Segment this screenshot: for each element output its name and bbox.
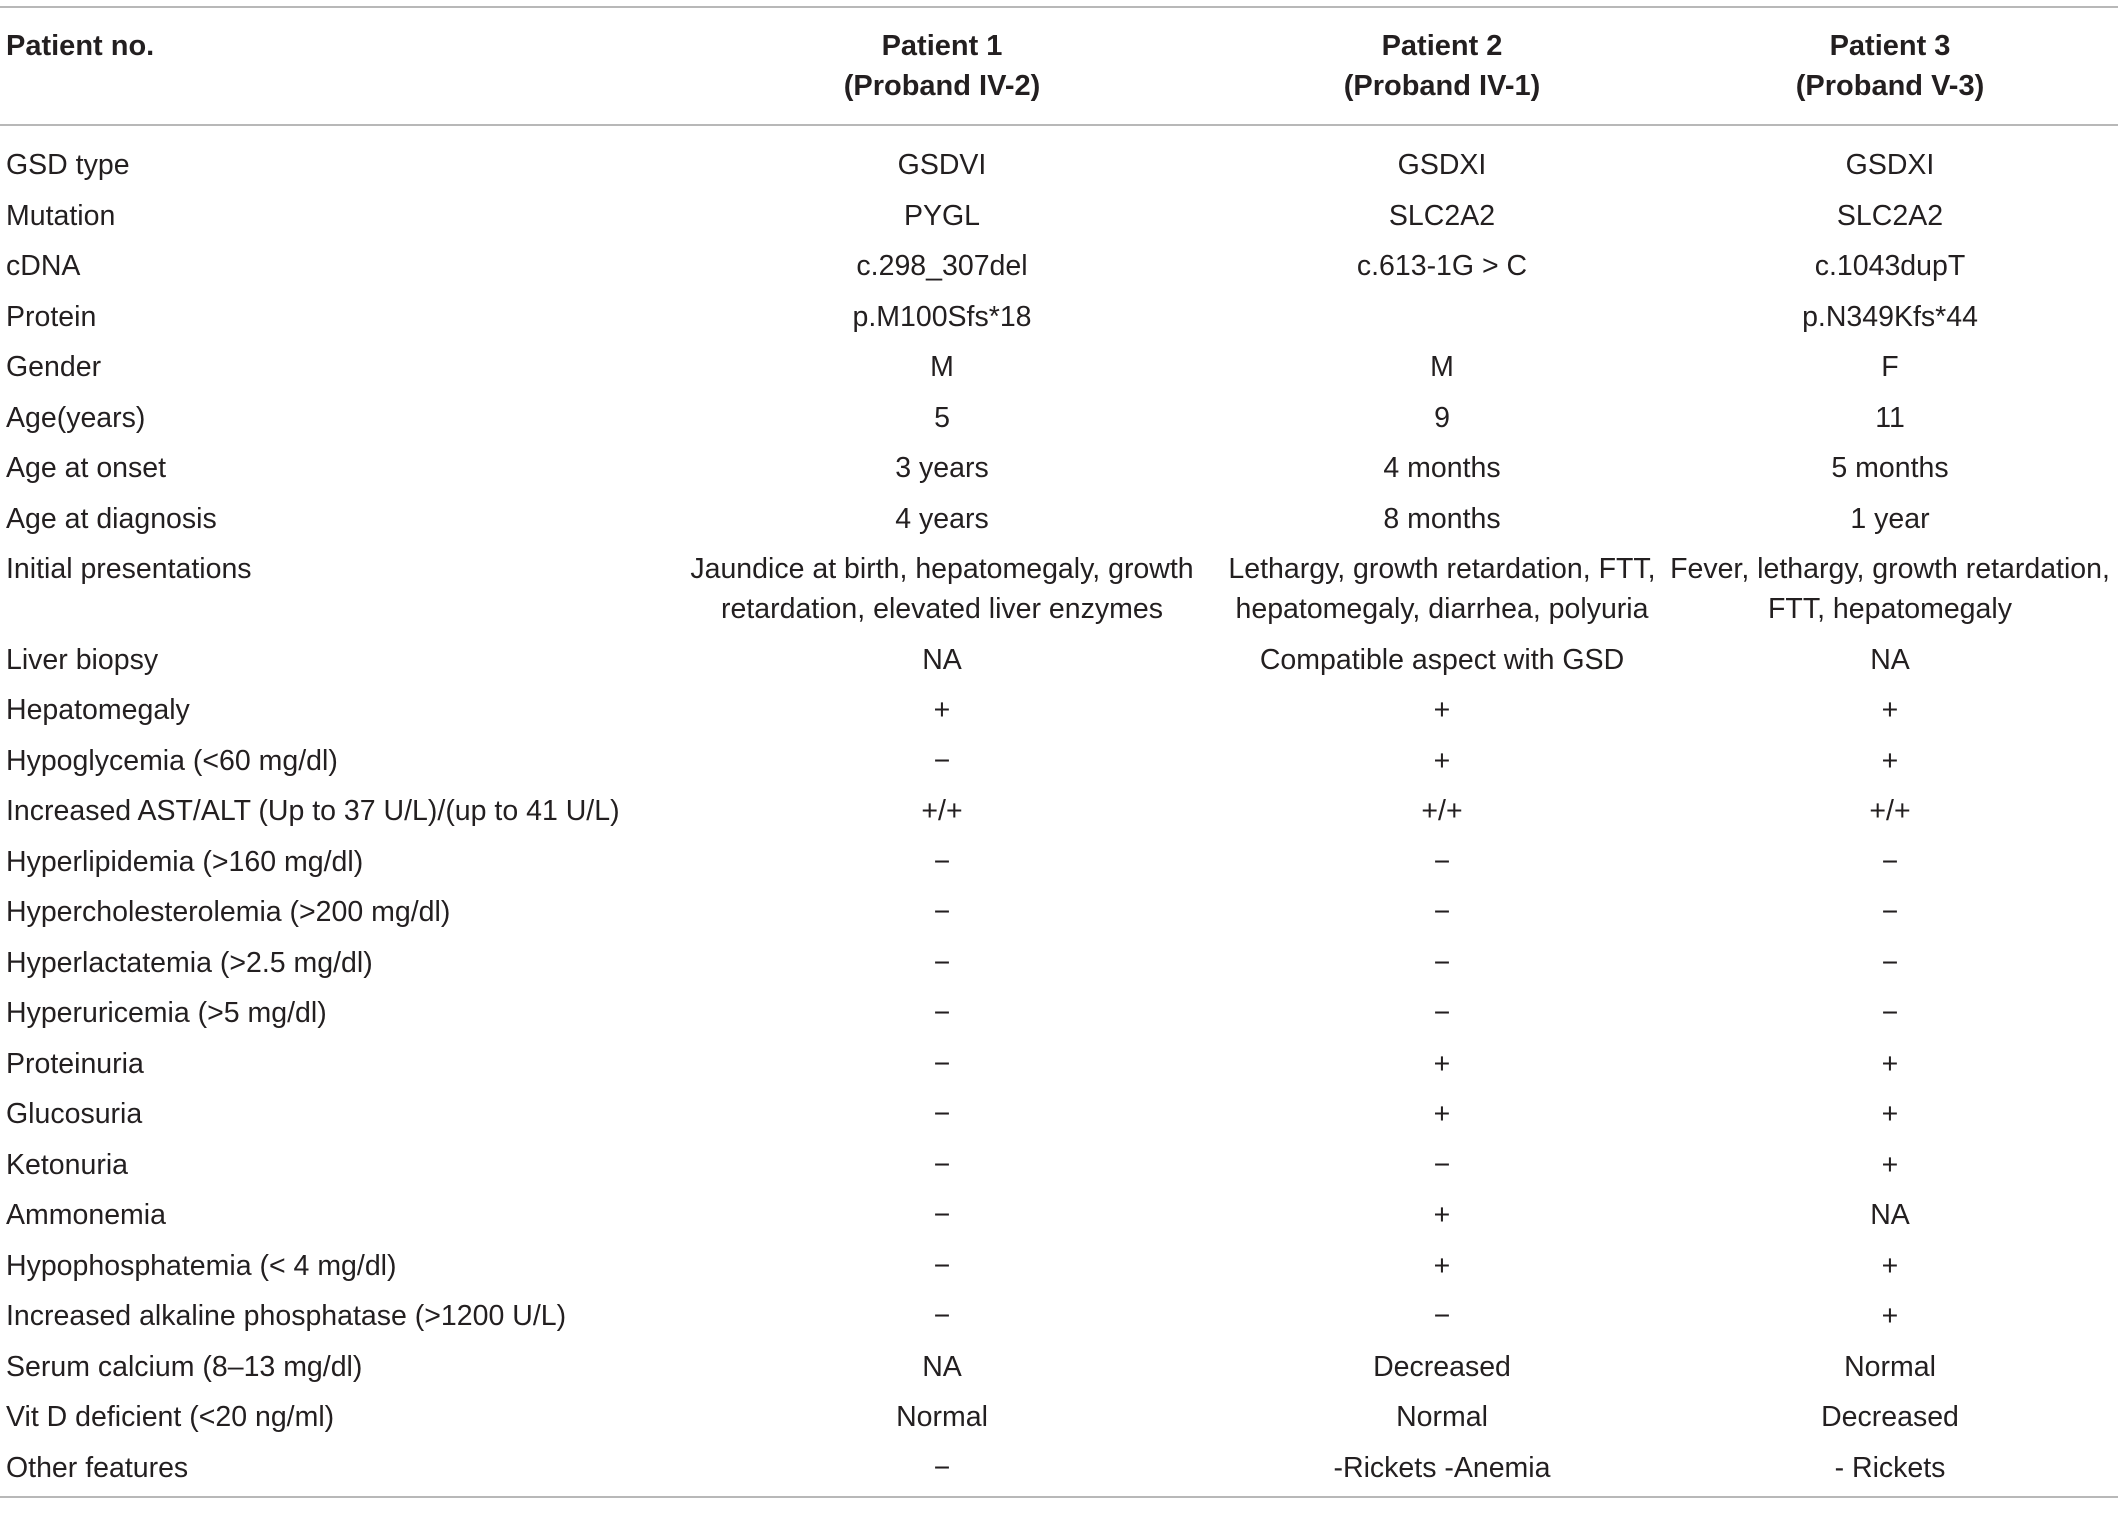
row-label: Age at diagnosis: [6, 502, 217, 535]
cell-p3: 11: [1875, 401, 1905, 434]
cell-p3: +: [1881, 1249, 1899, 1282]
row-label: Protein: [6, 300, 97, 333]
cell-p2: 9: [1434, 401, 1450, 434]
table-row: [0, 1445, 2118, 1497]
table-row: [0, 990, 2118, 1041]
header-line2: (Proband IV-2): [843, 70, 1041, 102]
row-label: Mutation: [6, 199, 116, 232]
table-row: [0, 294, 2118, 345]
row-label: cDNA: [6, 250, 81, 282]
cell-p1: 3 years: [895, 452, 989, 484]
cell-p2: +: [1433, 1047, 1451, 1080]
table-row: [0, 445, 2118, 496]
cell-p3: 5 months: [1831, 452, 1949, 484]
header-line2: (Proband IV-1): [1343, 70, 1541, 102]
table-row: [0, 637, 2118, 688]
row-label: Other features: [6, 1451, 189, 1484]
cell-p3: Decreased: [1821, 1401, 1959, 1433]
cell-p3: 1 year: [1850, 502, 1930, 535]
header-line2: (Proband V-3): [1795, 70, 1985, 102]
cell-p2: Normal: [1396, 1401, 1488, 1433]
table-row: [0, 1192, 2118, 1243]
cell-p2: −: [1433, 896, 1451, 928]
cell-p3: −: [1881, 946, 1899, 979]
cell-p1: p.M100Sfs*18: [852, 300, 1032, 333]
row-label: Initial presentations: [6, 553, 252, 585]
cell-p2: 8 months: [1383, 502, 1501, 535]
cell-p2: SLC2A2: [1388, 199, 1496, 232]
row-label: Hepatomegaly: [6, 694, 190, 726]
row-label: Age at onset: [6, 452, 167, 484]
header-patient-3: [1662, 7, 2118, 125]
table-header: [0, 7, 2118, 125]
table-row: [0, 1243, 2118, 1294]
cell-p3: +: [1881, 744, 1899, 777]
cell-p1: +: [933, 694, 951, 726]
header-row: [0, 7, 2118, 125]
cell-p2: +: [1433, 1098, 1451, 1130]
cell-p2: Decreased: [1373, 1350, 1511, 1383]
row-label: Ketonuria: [6, 1148, 129, 1181]
cell-p1: M: [930, 351, 954, 383]
cell-p1: PYGL: [903, 199, 981, 232]
cell-p2: −: [1433, 997, 1451, 1029]
header-line1: Patient 3: [1829, 30, 1951, 62]
table-row: [0, 1041, 2118, 1092]
cell-p3: +/+: [1869, 795, 1911, 827]
table-row: [0, 1091, 2118, 1142]
cell-p1: −: [933, 1300, 951, 1332]
table-row: [0, 193, 2118, 244]
cell-p1: −: [933, 1148, 951, 1181]
cell-p2: GSDXI: [1397, 149, 1487, 181]
cell-p3: NA: [1870, 1199, 1910, 1231]
table-row: [0, 1293, 2118, 1344]
header-patient-2: [1222, 7, 1662, 125]
row-label: Liver biopsy: [6, 643, 159, 676]
cell-p2: M: [1430, 351, 1454, 383]
cell-p1: +/+: [921, 795, 963, 827]
cell-p3: +: [1881, 1098, 1899, 1130]
row-label: Hyperuricemia (>5 mg/dl): [6, 997, 327, 1029]
table-row: [0, 839, 2118, 890]
table-row: [0, 1142, 2118, 1193]
row-label: Hypoglycemia (<60 mg/dl): [6, 744, 338, 777]
cell-p1: 5: [934, 401, 950, 434]
cell-p1: −: [933, 997, 951, 1029]
cell-p2: [1222, 294, 1662, 345]
cell-p1: NA: [922, 1350, 962, 1383]
row-label: Age(years): [6, 401, 146, 434]
row-label: Ammonemia: [6, 1199, 166, 1231]
cell-p1: Normal: [896, 1401, 988, 1433]
table-row: [0, 125, 2118, 193]
table-row: [0, 788, 2118, 839]
cell-p2: −: [1433, 845, 1451, 878]
header-line1: Patient 2: [1381, 30, 1503, 62]
cell-p3: Normal: [1844, 1350, 1936, 1383]
cell-p3: SLC2A2: [1836, 199, 1944, 232]
cell-p1: GSDVI: [897, 149, 987, 181]
cell-p3: +: [1881, 1047, 1899, 1080]
table-row: [0, 546, 2118, 637]
table-row: [0, 344, 2118, 395]
cell-p2: +: [1433, 1199, 1451, 1231]
cell-p2: −: [1433, 1300, 1451, 1332]
cell-p1: −: [933, 1047, 951, 1080]
cell-p1: 4 years: [895, 502, 989, 535]
header-patient-1: [662, 7, 1222, 125]
cell-p1: −: [933, 896, 951, 928]
row-label: Increased AST/ALT (Up to 37 U/L)/(up to 41 U/L): [6, 795, 620, 827]
cell-p3: −: [1881, 845, 1899, 878]
cell-p1: Jaundice at birth, hepatomegaly, growth retardation, elevated liver enzymes: [690, 553, 1194, 625]
row-label: Hypercholesterolemia (>200 mg/dl): [6, 896, 451, 928]
cell-p2: Compatible aspect with GSD: [1259, 643, 1625, 676]
cell-p2: −: [1433, 1148, 1451, 1181]
cell-p3: +: [1881, 1148, 1899, 1181]
table-row: [0, 940, 2118, 991]
cell-p1: −: [933, 1451, 951, 1484]
table-row: [0, 1394, 2118, 1445]
cell-p1: −: [933, 845, 951, 878]
cell-p3: p.N349Kfs*44: [1802, 300, 1978, 333]
cell-p1: −: [933, 1249, 951, 1282]
table-row: [0, 687, 2118, 738]
table-body: [0, 125, 2118, 1497]
cell-p1: −: [933, 744, 951, 777]
cell-p3: −: [1881, 997, 1899, 1029]
table-row: [0, 395, 2118, 446]
cell-p2: Lethargy, growth retardation, FTT, hepatomegaly, diarrhea, polyuria: [1228, 553, 1656, 625]
cell-p2: -Rickets -Anemia: [1333, 1451, 1551, 1484]
table-row: [0, 889, 2118, 940]
cell-p2: +: [1433, 744, 1451, 777]
row-label: Serum calcium (8–13 mg/dl): [6, 1350, 363, 1383]
patient-table: [0, 6, 2118, 1498]
row-label: Gender: [6, 351, 102, 383]
cell-p3: c.1043dupT: [1814, 250, 1966, 282]
cell-p3: F: [1881, 351, 1899, 383]
table-row: [0, 1344, 2118, 1395]
cell-p3: Fever, lethargy, growth retardation, FTT, hepatomegaly: [1670, 553, 2110, 625]
row-label: Vit D deficient (<20 ng/ml): [6, 1401, 335, 1433]
cell-p3: NA: [1870, 643, 1910, 676]
table-row: [0, 738, 2118, 789]
cell-p2: +/+: [1421, 795, 1463, 827]
cell-p2: +: [1433, 694, 1451, 726]
row-label: Proteinuria: [6, 1047, 144, 1080]
row-label: Increased alkaline phosphatase (>1200 U/L): [6, 1300, 567, 1332]
row-label: Hypophosphatemia (< 4 mg/dl): [6, 1249, 397, 1282]
row-label: GSD type: [6, 149, 130, 181]
header-line1: Patient 1: [881, 30, 1003, 62]
table-row: [0, 243, 2118, 294]
row-label: Glucosuria: [6, 1098, 143, 1130]
cell-p2: +: [1433, 1249, 1451, 1282]
cell-p1: −: [933, 1098, 951, 1130]
row-label: Hyperlipidemia (>160 mg/dl): [6, 845, 364, 878]
cell-p3: +: [1881, 694, 1899, 726]
cell-p3: GSDXI: [1845, 149, 1935, 181]
cell-p1: −: [933, 1199, 951, 1231]
cell-p3: +: [1881, 1300, 1899, 1332]
cell-p3: −: [1881, 896, 1899, 928]
cell-p2: 4 months: [1383, 452, 1501, 484]
cell-p1: −: [933, 946, 951, 979]
cell-p2: −: [1433, 946, 1451, 979]
header-patient-no: [0, 7, 662, 125]
row-label: Hyperlactatemia (>2.5 mg/dl): [6, 946, 373, 979]
header-line1: Patient no.: [6, 30, 155, 62]
cell-p1: c.298_307del: [856, 250, 1028, 282]
cell-p3: - Rickets: [1834, 1451, 1946, 1484]
cell-p1: NA: [922, 643, 962, 676]
table-row: [0, 496, 2118, 547]
cell-p2: c.613-1G > C: [1356, 250, 1528, 282]
